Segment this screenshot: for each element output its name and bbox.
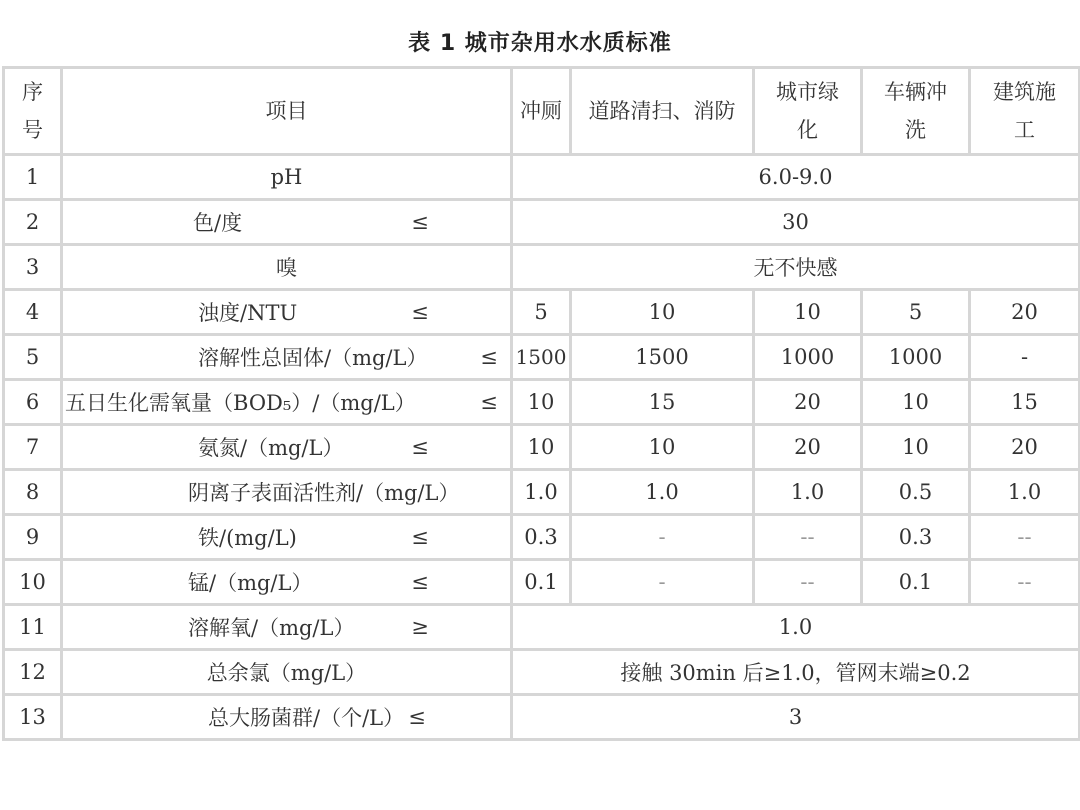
item-name: 氨氮/（mg/L） (198, 436, 344, 460)
merged-value: 6.0-9.0 (512, 155, 1080, 200)
item-name: 总大肠菌群/（个/L） (208, 706, 405, 730)
row-number: 10 (4, 560, 62, 605)
row-number: 9 (4, 515, 62, 560)
item-name: 阴离子表面活性剂/（mg/L） (188, 481, 460, 505)
value-vehicle: 10 (862, 425, 970, 470)
value-vehicle: 10 (862, 380, 970, 425)
value-vehicle: 0.5 (862, 470, 970, 515)
row-item (62, 290, 512, 335)
value-toilet: 10 (512, 380, 571, 425)
header-no: 序号 (4, 68, 62, 155)
table-row (4, 380, 1080, 425)
item-name: 溶解氧/（mg/L） (188, 616, 355, 640)
item-name: pH (270, 165, 303, 189)
value-toilet: 1500 (512, 335, 571, 380)
row-number: 11 (4, 605, 62, 650)
value-vehicle: 5 (862, 290, 970, 335)
row-item (62, 560, 512, 605)
value-road-fire: 1.0 (571, 470, 754, 515)
row-item (62, 335, 512, 380)
table-row (4, 560, 1080, 605)
merged-value: 3 (512, 695, 1080, 740)
value-greening: 20 (754, 425, 862, 470)
table-row (4, 200, 1080, 245)
table-title: 表 1 城市杂用水水质标准 (408, 31, 672, 56)
table-row (4, 650, 1080, 695)
merged-value: 无不快感 (512, 245, 1080, 290)
value-vehicle: 0.1 (862, 560, 970, 605)
comparison-operator: ≤ (411, 300, 429, 324)
value-toilet: 10 (512, 425, 571, 470)
item-name: 浊度/NTU (198, 301, 298, 325)
table-row (4, 470, 1080, 515)
row-number: 13 (4, 695, 62, 740)
value-toilet: 1.0 (512, 470, 571, 515)
table-row (4, 695, 1080, 740)
comparison-operator: ≤ (411, 570, 429, 594)
header-vehicle: 车辆冲洗 (862, 68, 970, 155)
merged-value: 接触 30min 后≥1.0，管网末端≥0.2 (512, 650, 1080, 695)
value-greening: -- (754, 515, 862, 560)
table-row (4, 425, 1080, 470)
row-item (62, 605, 512, 650)
row-item (62, 470, 512, 515)
row-number: 6 (4, 380, 62, 425)
value-greening: 10 (754, 290, 862, 335)
value-vehicle: 0.3 (862, 515, 970, 560)
value-construction: 20 (970, 290, 1080, 335)
header-road-fire: 道路清扫、消防 (571, 68, 754, 155)
value-greening: 20 (754, 380, 862, 425)
table-header-row (4, 68, 1080, 155)
comparison-operator: ≤ (411, 525, 429, 549)
value-road-fire: - (571, 560, 754, 605)
value-greening: 1000 (754, 335, 862, 380)
water-quality-table (2, 66, 1080, 741)
value-construction: 1.0 (970, 470, 1080, 515)
value-road-fire: 10 (571, 425, 754, 470)
row-item (62, 650, 512, 695)
value-road-fire: 10 (571, 290, 754, 335)
value-toilet: 0.1 (512, 560, 571, 605)
row-number: 8 (4, 470, 62, 515)
row-item (62, 380, 512, 425)
header-greening: 城市绿化 (754, 68, 862, 155)
item-name: 嗅 (276, 256, 297, 280)
row-item (62, 245, 512, 290)
value-toilet: 0.3 (512, 515, 571, 560)
comparison-operator: ≥ (411, 615, 429, 639)
item-name: 色/度 (193, 211, 243, 235)
comparison-operator: ≤ (480, 390, 498, 414)
header-item: 项目 (62, 68, 512, 155)
row-number: 4 (4, 290, 62, 335)
row-item (62, 155, 512, 200)
item-name: 锰/（mg/L） (188, 571, 313, 595)
value-road-fire: - (571, 515, 754, 560)
value-road-fire: 1500 (571, 335, 754, 380)
item-name: 五日生化需氧量（BOD₅）/（mg/L） (65, 391, 416, 415)
row-item (62, 200, 512, 245)
comparison-operator: ≤ (408, 705, 426, 729)
value-construction: 20 (970, 425, 1080, 470)
row-number: 3 (4, 245, 62, 290)
comparison-operator: ≤ (480, 345, 498, 369)
item-name: 总余氯（mg/L） (206, 661, 367, 685)
value-construction: -- (970, 515, 1080, 560)
item-name: 溶解性总固体/（mg/L） (198, 346, 428, 370)
row-number: 1 (4, 155, 62, 200)
item-name: 铁/(mg/L) (198, 526, 297, 550)
value-greening: -- (754, 560, 862, 605)
value-toilet: 5 (512, 290, 571, 335)
comparison-operator: ≤ (411, 210, 429, 234)
header-construction: 建筑施工 (970, 68, 1080, 155)
row-item (62, 515, 512, 560)
merged-value: 30 (512, 200, 1080, 245)
table-row (4, 515, 1080, 560)
merged-value: 1.0 (512, 605, 1080, 650)
table-row (4, 290, 1080, 335)
row-item (62, 425, 512, 470)
table-row (4, 155, 1080, 200)
row-number: 5 (4, 335, 62, 380)
value-greening: 1.0 (754, 470, 862, 515)
row-number: 7 (4, 425, 62, 470)
table-row (4, 605, 1080, 650)
value-construction: - (970, 335, 1080, 380)
value-construction: -- (970, 560, 1080, 605)
row-number: 12 (4, 650, 62, 695)
value-vehicle: 1000 (862, 335, 970, 380)
row-item (62, 695, 512, 740)
value-road-fire: 15 (571, 380, 754, 425)
header-toilet: 冲厕 (512, 68, 571, 155)
value-construction: 15 (970, 380, 1080, 425)
row-number: 2 (4, 200, 62, 245)
comparison-operator: ≤ (411, 435, 429, 459)
table-row (4, 245, 1080, 290)
table-row (4, 335, 1080, 380)
